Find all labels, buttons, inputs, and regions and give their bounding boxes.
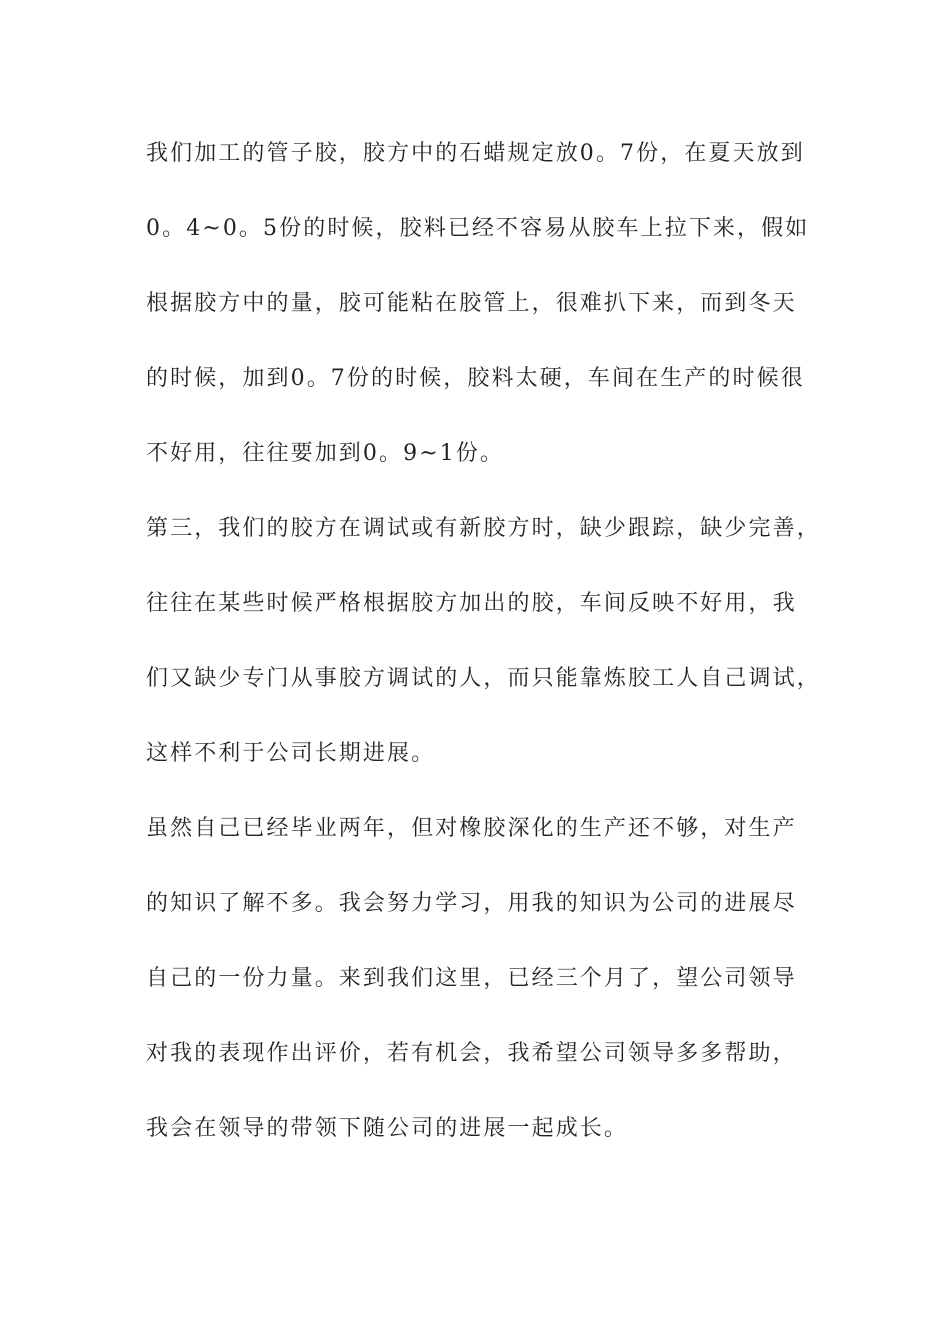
text-line: 往往在某些时候严格根据胶方加出的胶，车间反映不好用，我: [146, 591, 797, 616]
text-line: 们又缺少专门从事胶方调试的人，而只能靠炼胶工人自己调试，: [146, 666, 821, 691]
text-line: 这样不利于公司长期进展。: [146, 741, 436, 766]
text-line: 第三，我们的胶方在调试或有新胶方时，缺少跟踪，缺少完善，: [146, 516, 821, 541]
document-body: [146, 132, 836, 1182]
text-line: 不好用，往往要加到0。9~1份。: [146, 441, 505, 466]
paragraph-closing: [146, 807, 836, 1182]
text-line: 自己的一份力量。来到我们这里，已经三个月了，望公司领导: [146, 966, 797, 991]
paragraph-rubber-compound-wax: [146, 132, 836, 507]
text-line: 0。4~0。5份的时候，胶料已经不容易从胶车上拉下来，假如: [146, 216, 810, 241]
text-line: 根据胶方中的量，胶可能粘在胶管上，很难扒下来，而到冬天: [146, 291, 797, 316]
text-line: 我们加工的管子胶，胶方中的石蜡规定放0。7份，在夏天放到: [146, 141, 805, 166]
text-line: 我会在领导的带领下随公司的进展一起成长。: [146, 1116, 629, 1141]
text-line: 虽然自己已经毕业两年，但对橡胶深化的生产还不够，对生产: [146, 816, 797, 841]
text-line: 的知识了解不多。我会努力学习，用我的知识为公司的进展尽: [146, 891, 797, 916]
text-line: 对我的表现作出评价，若有机会，我希望公司领导多多帮助，: [146, 1041, 797, 1066]
paragraph-third-point: [146, 507, 836, 807]
text-line: 的时候，加到0。7份的时候，胶料太硬，车间在生产的时候很: [146, 366, 805, 391]
